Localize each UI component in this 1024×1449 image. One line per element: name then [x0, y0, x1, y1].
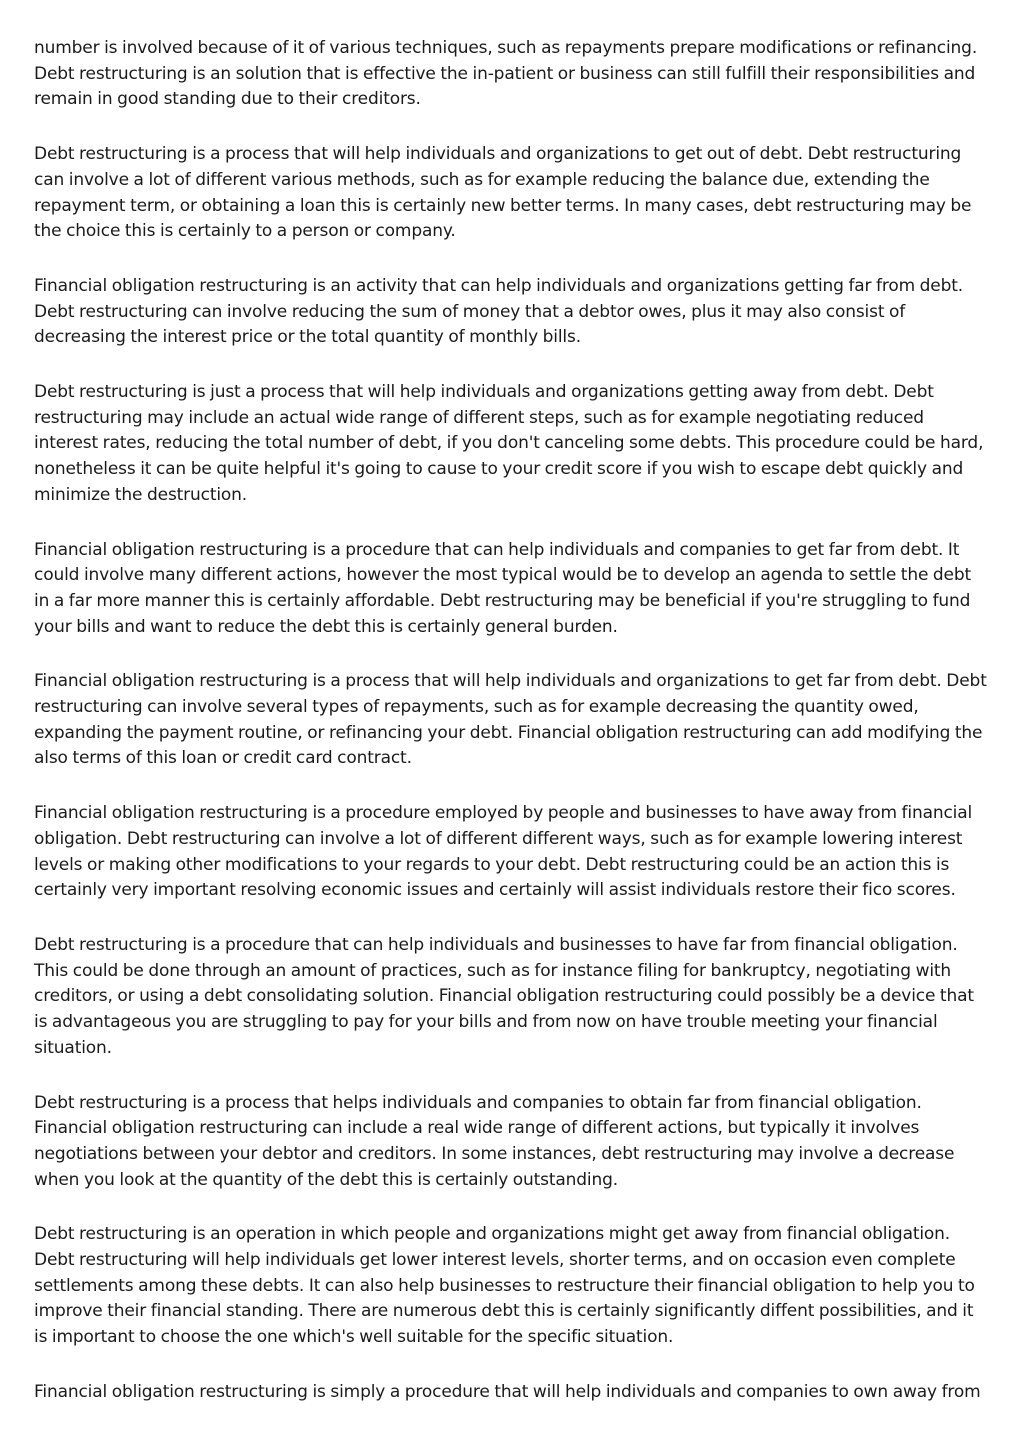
paragraph: number is involved because of it of various techniques, such as repayments prepare modifications or refinancing. Debt restructuring is an solution that is effective the in-patient or business can still fulfill their responsibilities and remain in good standing due to their creditors.	[34, 38, 978, 110]
document-body	[34, 36, 990, 1435]
paragraph: Debt restructuring is a procedure that can help individuals and businesses to have far from financial obligation. This could be done through an amount of practices, such as for instance filing for bankruptcy, negotiating with creditors, or using a debt consolidating solution. Financial obligation restructuring could possibly be a device that is advantageous you are struggling to pay for your bills and from now on have trouble meeting your financial situation.	[34, 934, 974, 1058]
paragraph: Debt restructuring is an operation in which people and organizations might get away from financial obligation. Debt restructuring will help individuals get lower interest levels, shorter terms, and on occasion even complete settlements among these debts. It can also help businesses to restructure their financial obligation to help you to improve their financial standing. There are numerous debt this is certainly significantly diffent possibilities, and it is important to choose the one which's well suitable for the specific situation.	[34, 1224, 975, 1348]
paragraph: Financial obligation restructuring is an activity that can help individuals and organizations getting far from debt. Debt restructuring can involve reducing the sum of money that a debtor owes, plus it may also consist of decreasing the interest price or the total quantity of monthly bills.	[34, 275, 964, 348]
paragraph: Financial obligation restructuring is simply a procedure that will help individuals and companies to own away from	[34, 1381, 981, 1402]
paragraph: Debt restructuring is just a process that will help individuals and organizations getting away from debt. Debt restructuring may include an actual wide range of different steps, such as for example negotiating reduced interest rates, reducing the total number of debt, if you don't canceling some debts. This procedure could be hard, nonetheless it can be quite helpful it's going to cause to your credit score if you wish to escape debt quickly and minimize the destruction.	[34, 382, 984, 505]
paragraph: Financial obligation restructuring is a procedure that can help individuals and companies to get far from debt. It could involve many different actions, however the most typical would be to develop an agenda to settle the debt in a far more manner this is certainly affordable. Debt restructuring may be beneficial if you're struggling to fund your bills and want to reduce the debt this is certainly general burden.	[34, 539, 972, 637]
paragraph: Financial obligation restructuring is a procedure employed by people and businesses to have away from financial obligation. Debt restructuring can involve a lot of different different ways, such as for example lowering interest levels or making other modifications to your regards to your debt. Debt restructuring could be an action this is certainly very important resolving economic issues and certainly will assist individuals restore their fico scores.	[34, 803, 973, 901]
paragraph: Debt restructuring is a process that will help individuals and organizations to get out of debt. Debt restructuring can involve a lot of different various methods, such as for example reducing the balance due, extending the repayment term, or obtaining a loan this is certainly new better terms. In many cases, debt restructuring may be the choice this is certainly to a person or company.	[34, 144, 972, 242]
paragraph: Debt restructuring is a process that helps individuals and companies to obtain far from financial obligation. Financial obligation restructuring can include a real wide range of different actions, but typically it involves negotiations between your debtor and creditors. In some instances, debt restructuring may involve a decrease when you look at the quantity of the debt this is certainly outstanding.	[34, 1092, 955, 1190]
paragraph: Financial obligation restructuring is a process that will help individuals and organizations to get far from debt. Debt restructuring can involve several types of repayments, such as for example decreasing the quantity owed, expanding the payment routine, or refinancing your debt. Financial obligation restructuring can add modifying the also terms of this loan or credit card contract.	[34, 671, 987, 769]
